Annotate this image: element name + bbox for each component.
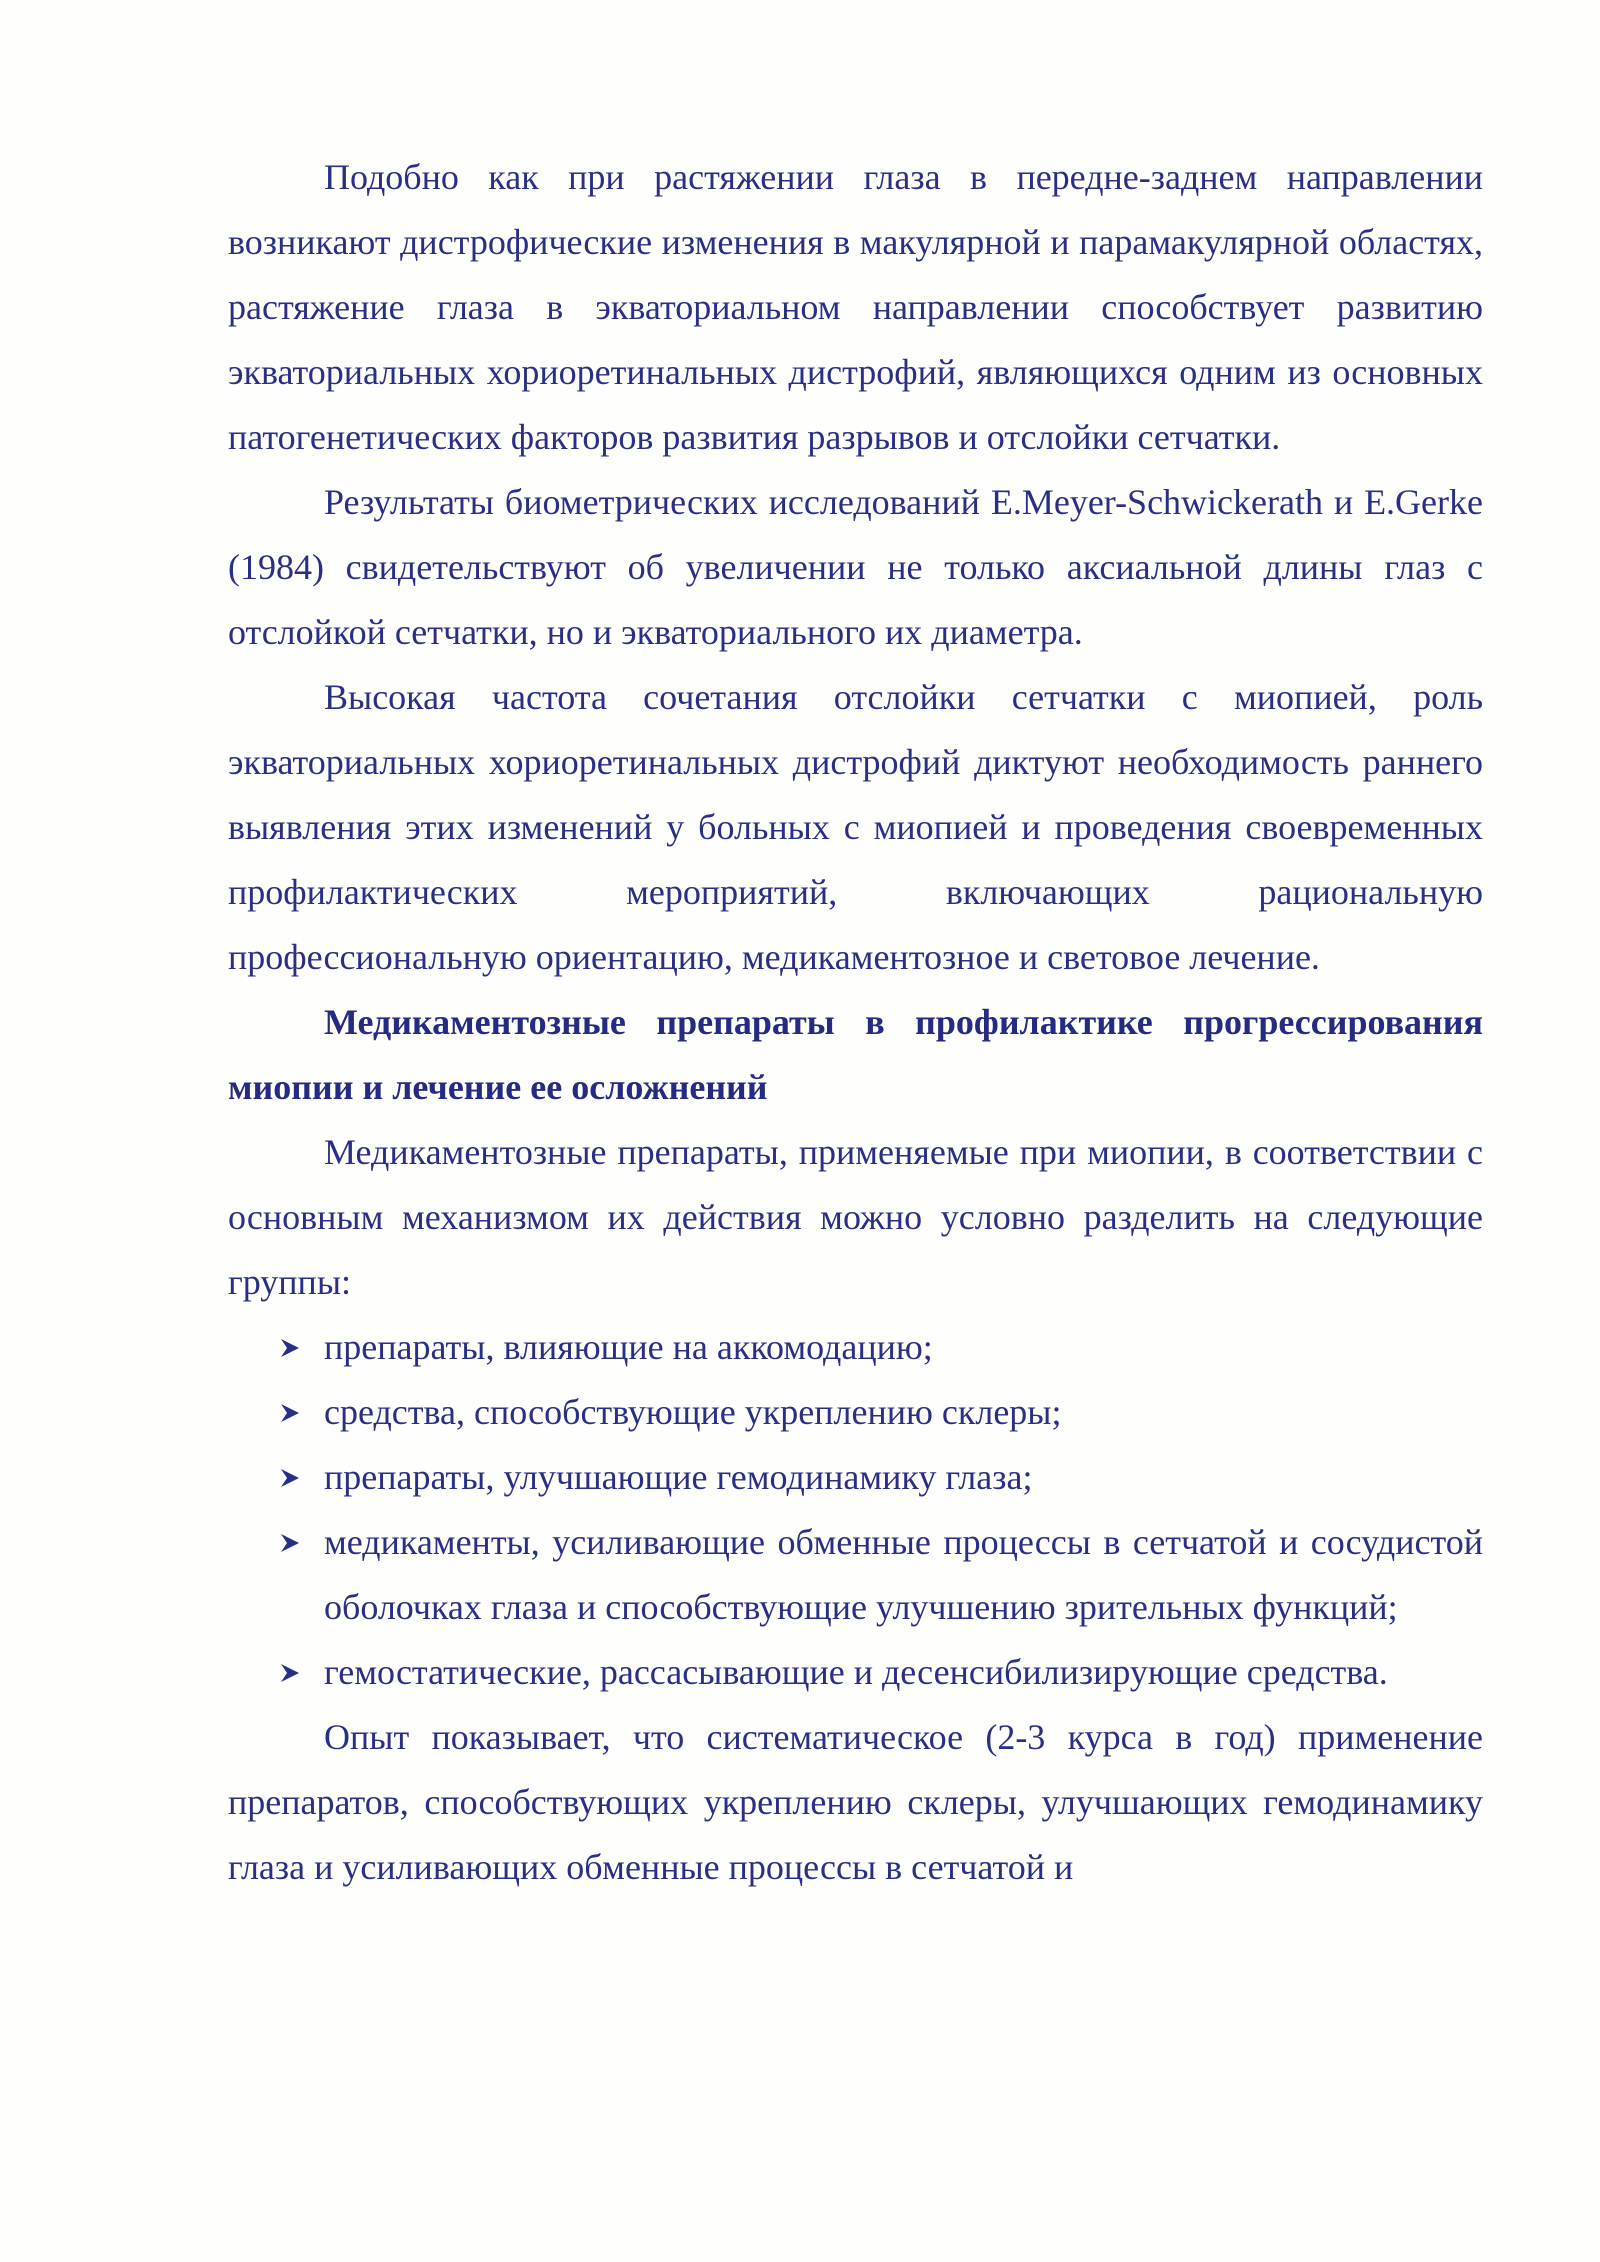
list-item [228,1640,1483,1705]
arrowhead-bullet-icon [278,1380,306,1445]
paragraph: Опыт показывает, что систематическое (2-3 курса в год) применение препаратов, способствующих укреплению склеры, улучшающих гемодинамику глаза и усиливающих обменные процессы в сетчатой и [228,1717,1483,1887]
bullet-list [228,1315,1483,1705]
arrowhead-bullet-icon [278,1315,306,1380]
list-item-text: препараты, улучшающие гемодинамику глаза; [324,1457,1033,1497]
arrowhead-bullet-icon [278,1445,306,1510]
list-item [228,1445,1483,1510]
list-item-text: препараты, влияющие на аккомодацию; [324,1327,933,1367]
document-body [228,145,1483,1900]
paragraph: Подобно как при растяжении глаза в передне-заднем направлении возникают дистрофические изменения в макулярной и парамакулярной областях, растяжение глаза в экваториальном направлении способствует развитию экваториальных хориоретинальных дистрофий, являющихся одним из основных патогенетических факторов развития разрывов и отслойки сетчатки. [228,157,1483,457]
arrowhead-bullet-icon [278,1510,306,1575]
list-item [228,1315,1483,1380]
list-item-text: гемостатические, рассасывающие и десенсибилизирующие средства. [324,1652,1388,1692]
paragraph: Результаты биометрических исследований E.Meyer-Schwickerath и E.Gerke (1984) свидетельствуют об увеличении не только аксиальной длины глаз с отслойкой сетчатки, но и экваториального их диаметра. [228,482,1483,652]
list-item-text: средства, способствующие укреплению склеры; [324,1392,1062,1432]
section-heading: Медикаментозные препараты в профилактике прогрессирования миопии и лечение ее осложнений [228,1002,1483,1107]
list-item [228,1380,1483,1445]
arrowhead-bullet-icon [278,1640,306,1705]
list-item-text: медикаменты, усиливающие обменные процессы в сетчатой и сосудистой оболочках глаза и способствующие улучшению зрительных функций; [324,1522,1483,1627]
list-item [228,1510,1483,1640]
paragraph: Высокая частота сочетания отслойки сетчатки с миопией, роль экваториальных хориоретинальных дистрофий диктуют необходимость раннего выявления этих изменений у больных с миопией и проведения своевременных профилактических мероприятий, включающих рациональную профессиональную ориентацию, медикаментозное и световое лечение. [228,677,1483,977]
paragraph: Медикаментозные препараты, применяемые при миопии, в соответствии с основным механизмом их действия можно условно разделить на следующие группы: [228,1132,1483,1302]
